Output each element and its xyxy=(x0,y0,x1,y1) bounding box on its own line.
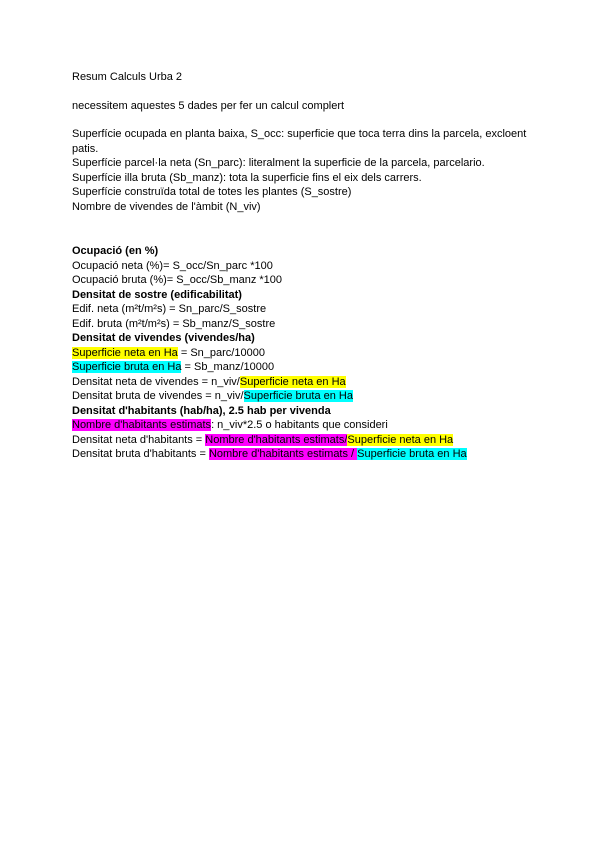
definition-n-viv: Nombre de vivendes de l'àmbit (N_viv) xyxy=(72,200,261,213)
densitat-neta-vivendes: Densitat neta de vivendes = n_viv/Superficie neta en Ha xyxy=(72,375,346,388)
definition-occ: Superfície ocupada en planta baixa, S_occ: superficie que toca terra dins la parcela, excloent patis. xyxy=(72,128,527,155)
highlight-cyan: Superficie bruta en Ha xyxy=(357,448,467,460)
highlight-magenta: Nombre d'habitants estimats/ xyxy=(205,433,348,446)
intro-text: necessitem aquestes 5 dades per fer un calcul complert xyxy=(72,99,345,112)
ocupacio-heading: Ocupació (en %) xyxy=(72,245,159,257)
densitat-bruta-habitants: Densitat bruta d'habitants = Nombre d'habitants estimats / Superficie bruta en Ha xyxy=(72,448,467,460)
highlight-yellow: Superficie neta en Ha xyxy=(347,433,454,446)
edif-neta: Edif. neta (m²t/m²s) = Sn_parc/S_sostre xyxy=(72,303,267,315)
highlight-cyan: Superficie bruta en Ha xyxy=(243,390,353,402)
definition-sn-parc: Superfície parcel·la neta (Sn_parc): literalment la superficie de la parcela, parcelario. xyxy=(72,157,485,169)
habitants-heading: Densitat d'habitants (hab/ha), 2.5 hab per vivenda xyxy=(72,404,331,417)
highlight-magenta: Nombre d'habitants estimats xyxy=(72,419,212,431)
habitants-estimats: Nombre d'habitants estimats: n_viv*2.5 o habitants que consideri xyxy=(72,419,388,431)
sup-bruta-ha: Superficie bruta en Ha = Sb_manz/10000 xyxy=(72,361,275,373)
highlight-yellow: Superficie neta en Ha xyxy=(239,375,346,388)
densitat-neta-habitants: Densitat neta d'habitants = Nombre d'habitants estimats/Superficie neta en Ha xyxy=(72,433,454,446)
document-title: Resum Calculs Urba 2 xyxy=(72,71,183,83)
highlight-cyan: Superficie bruta en Ha xyxy=(72,361,182,373)
sostre-heading: Densitat de sostre (edificabilitat) xyxy=(72,288,242,301)
ocupacio-bruta: Ocupació bruta (%)= S_occ/Sb_manz *100 xyxy=(72,274,283,286)
highlight-magenta: Nombre d'habitants estimats / xyxy=(208,448,358,460)
definition-sb-manz: Superfície illa bruta (Sb_manz): tota la superficie fins el eix dels carrers. xyxy=(72,171,422,184)
densitat-bruta-vivendes: Densitat bruta de vivendes = n_viv/Superficie bruta en Ha xyxy=(72,390,353,402)
document-page xyxy=(72,70,542,462)
definition-s-sostre: Superfície construïda total de totes les plantes (S_sostre) xyxy=(72,186,352,198)
vivendes-heading: Densitat de vivendes (vivendes/ha) xyxy=(72,332,255,344)
edif-bruta: Edif. bruta (m²t/m²s) = Sb_manz/S_sostre xyxy=(72,317,276,330)
sup-neta-ha: Superficie neta en Ha = Sn_parc/10000 xyxy=(72,346,265,359)
highlight-yellow: Superficie neta en Ha xyxy=(72,346,178,359)
ocupacio-neta: Ocupació neta (%)= S_occ/Sn_parc *100 xyxy=(72,259,273,272)
